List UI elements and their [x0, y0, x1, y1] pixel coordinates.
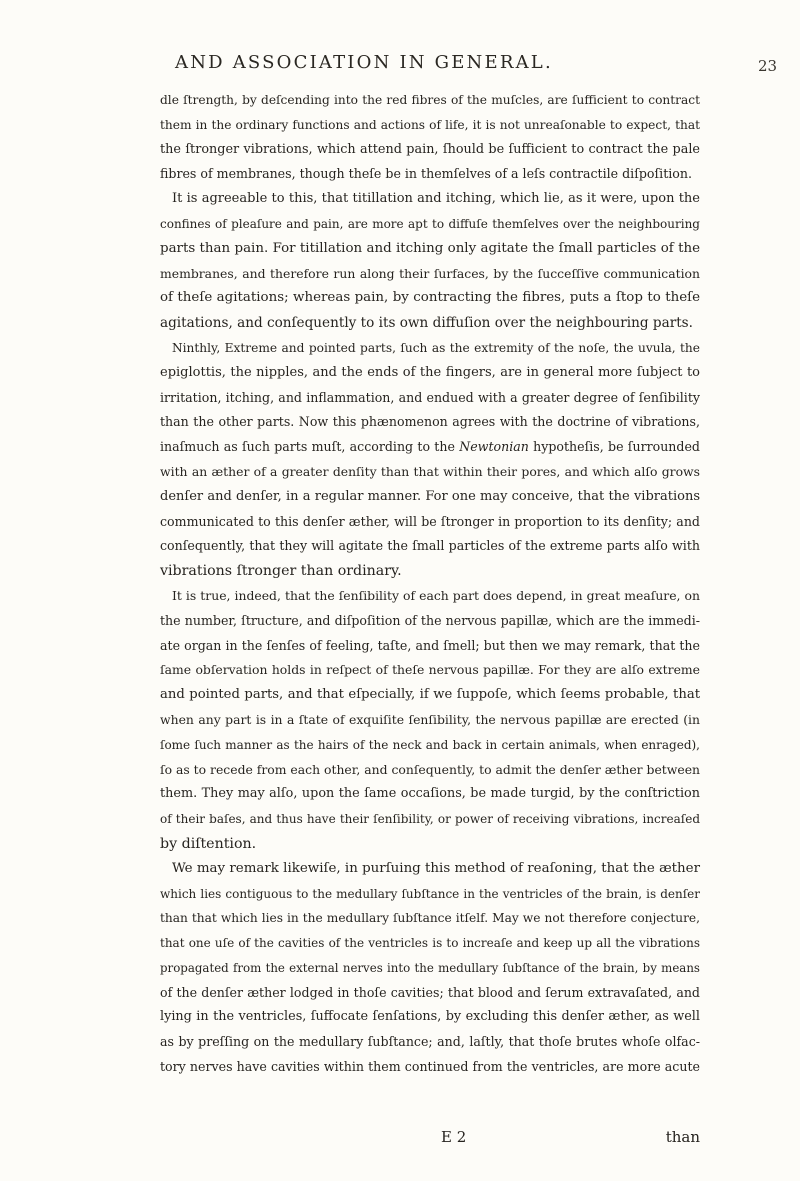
text-line: ſame obſervation holds in reſpect of theſe nervous papillæ. For they are alſo extreme — [160, 662, 700, 678]
text-line: membranes, and therefore run along their ſurfaces, by the ſucceſſive communication — [160, 265, 700, 281]
text-line: of the denſer æther lodged in thoſe cavities; that blood and ſerum extravaſated, and — [160, 984, 700, 1000]
text-line: and pointed parts, and that eſpecially, if we ſuppoſe, which ſeems probable, that — [160, 687, 700, 703]
page-number: 23 — [758, 57, 778, 75]
text-line: lying in the ventricles, ſuffocate ſenſations, by excluding this denſer æther, as well — [160, 1009, 700, 1025]
text-line: which lies contiguous to the medullary ſubſtance in the ventricles of the brain, is denſer — [160, 886, 700, 901]
text-line: ate organ in the ſenſes of feeling, taſte, and ſmell; but then we may remark, that the — [160, 637, 700, 653]
text-line: communicated to this denſer æther, will be ſtronger in proportion to its denſity; and — [160, 513, 700, 529]
text-line: of theſe agitations; whereas pain, by contracting the fibres, puts a ſtop to theſe — [160, 290, 700, 306]
text-line: vibrations ſtronger than ordinary. — [160, 563, 402, 580]
page-footer — [160, 1128, 700, 1152]
text-line: fibres of membranes, though theſe be in themſelves of a leſs contractile diſpoſition. — [160, 166, 692, 182]
catchword: than — [665, 1128, 700, 1146]
signature-mark: E 2 — [441, 1128, 467, 1146]
text-line: the ſtronger vibrations, which attend pain, ſhould be ſufficient to contract the pale — [160, 141, 700, 157]
text-line: dle ſtrength, by deſcending into the red fibres of the muſcles, are ſufficient to contract — [160, 93, 700, 107]
text-line: that one uſe of the cavities of the ventricles is to increaſe and keep up all the vibrations — [160, 936, 700, 951]
text-line: tory nerves have cavities within them continued from the ventricles, are more acute — [160, 1059, 700, 1075]
running-head: AND ASSOCIATION IN GENERAL. — [175, 52, 553, 73]
text-line: We may remark likewiſe, in purſuing this method of reaſoning, that the æther — [172, 860, 700, 876]
text-line: ſo as to recede from each other, and conſequently, to admit the denſer æther between — [160, 761, 701, 777]
text-line: confines of pleaſure and pain, are more apt to diffuſe themſelves over the neighbouring — [160, 216, 700, 231]
text-line: of their baſes, and thus have their ſenſibility, or power of receiving vibrations, increaſed — [160, 812, 700, 827]
text-line: It is agreeable to this, that titillation and itching, which lie, as it were, upon the — [172, 191, 700, 207]
italic-word: Newtonian — [459, 439, 529, 455]
text-line: when any part is in a ſtate of exquiſite ſenſibility, the nervous papillæ are erected (in — [160, 711, 700, 727]
text-line: It is true, indeed, that the ſenſibility of each part does depend, in great meaſure, on — [172, 587, 700, 603]
text-line: conſequently, that they will agitate the ſmall particles of the extreme parts alſo with — [160, 538, 700, 554]
text-line: than that which lies in the medullary ſubſtance itſelf. May we not therefore conjecture, — [160, 911, 700, 926]
text-line: irritation, itching, and inflammation, and endued with a greater degree of ſenſibility — [160, 389, 700, 405]
text-line: inaſmuch as ſuch parts muſt, according to the Newtonian hypotheſis, be ſurrounded — [160, 439, 700, 455]
text-line: propagated from the external nerves into the medullary ſubſtance of the brain, by means — [160, 960, 700, 975]
text-line: the number, ſtructure, and diſpoſition of the nervous papillæ, which are the immedi- — [160, 612, 700, 628]
text-line: by diſtention. — [160, 835, 257, 852]
body-text — [160, 88, 700, 1080]
text-line: denſer and denſer, in a regular manner. For one may conceive, that the vibrations — [160, 488, 700, 504]
text-line: ſome ſuch manner as the hairs of the neck and back in certain animals, when enraged), — [160, 737, 700, 752]
text-line: Ninthly, Extreme and pointed parts, ſuch as the extremity of the noſe, the uvula, the — [172, 340, 700, 355]
text-line: them. They may alſo, upon the ſame occaſions, be made turgid, by the conſtriction — [160, 786, 700, 802]
text-line: agitations, and conſequently to its own diffuſion over the neighbouring parts. — [160, 315, 693, 332]
text-line: than the other parts. Now this phænomenon agrees with the doctrine of vibrations, — [160, 414, 700, 430]
text-line: as by preſſing on the medullary ſubſtance; and, laſtly, that thoſe brutes whoſe olfac- — [160, 1034, 700, 1050]
text-line: with an æther of a greater denſity than that within their pores, and which alſo grows — [160, 463, 700, 479]
text-line: them in the ordinary functions and actions of life, it is not unreaſonable to expect, that — [160, 117, 700, 132]
text-line: parts than pain. For titillation and itching only agitate the ſmall particles of the — [160, 240, 700, 256]
text-line: epiglottis, the nipples, and the ends of the fingers, are in general more ſubject to — [160, 364, 700, 380]
